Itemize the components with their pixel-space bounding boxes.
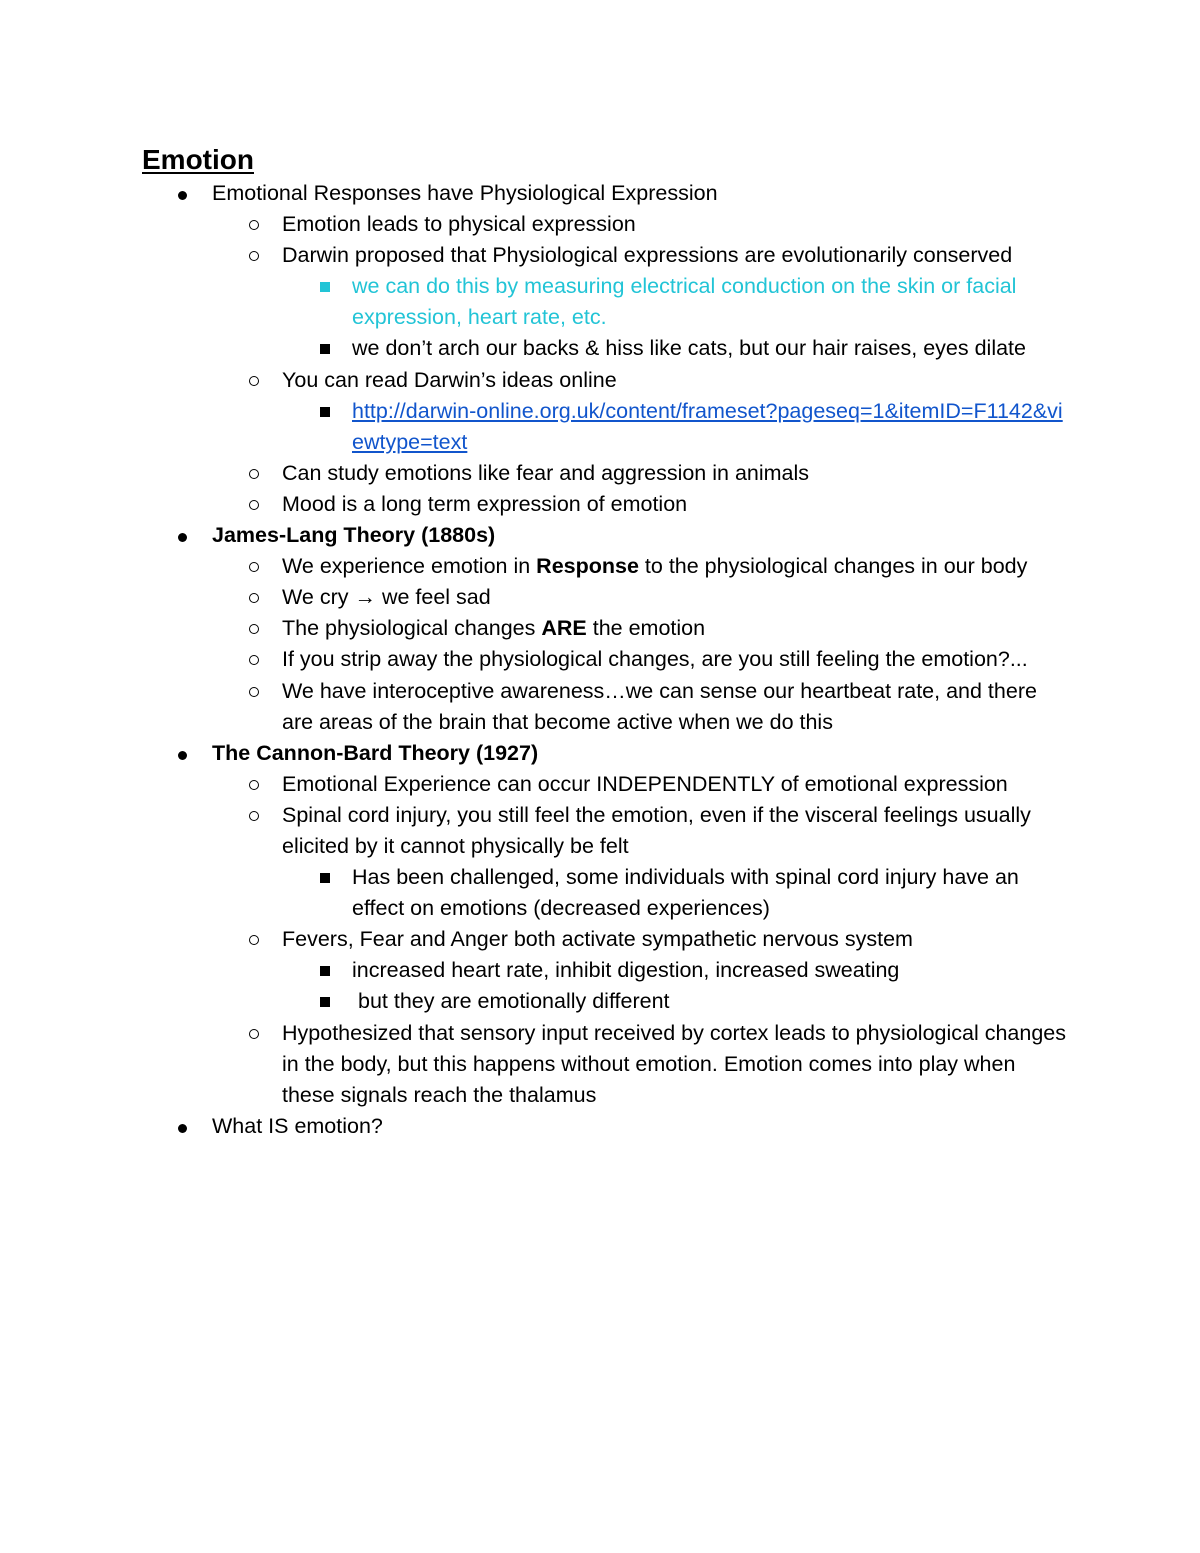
bullet-square-icon <box>320 997 330 1007</box>
bullet-disc-icon <box>178 1124 187 1133</box>
sublist <box>142 862 1072 924</box>
bullet-circle-icon <box>249 687 259 697</box>
section-heading: What IS emotion? <box>212 1113 383 1138</box>
bullet-disc-icon <box>178 751 187 760</box>
bullet-square-icon <box>320 407 330 417</box>
list-item: Has been challenged, some individuals with spinal cord injury have an effect on emotions (decreased experiences) <box>142 862 1072 924</box>
list-item: If you strip away the physiological changes, are you still feeling the emotion?... <box>142 644 1072 675</box>
list-item: Emotion leads to physical expression <box>142 209 1072 240</box>
list-item-highlighted: we can do this by measuring electrical conduction on the skin or facial expression, heart rate, etc. <box>142 271 1072 333</box>
bullet-circle-icon <box>249 935 259 945</box>
darwin-online-link[interactable]: http://darwin-online.org.uk/content/frameset?pageseq=1&itemID=F1142&viewtype=text <box>352 398 1063 454</box>
bullet-circle-icon <box>249 624 259 634</box>
bullet-circle-icon <box>249 780 259 790</box>
list-item: Can study emotions like fear and aggression in animals <box>142 458 1072 489</box>
sublist <box>142 551 1072 738</box>
list-item-james-lang <box>142 520 1072 738</box>
list-item-closing <box>142 1111 1072 1142</box>
sublist <box>142 769 1072 1111</box>
section-heading: Emotional Responses have Physiological Expression <box>212 181 718 205</box>
bullet-circle-icon <box>249 562 259 572</box>
list-item: Emotional Experience can occur INDEPENDENTLY of emotional expression <box>142 769 1072 800</box>
bullet-circle-icon <box>249 593 259 603</box>
bullet-disc-icon <box>178 533 187 542</box>
bullet-circle-icon <box>249 655 259 665</box>
bullet-circle-icon <box>249 469 259 479</box>
list-item: Spinal cord injury, you still feel the emotion, even if the visceral feelings usually elicited by it cannot physically be felt Has been challenged, some individuals with spinal cord injury have an effect on emotions (decreased experiences) <box>142 800 1072 924</box>
list-item: We cry → we feel sad <box>142 582 1072 613</box>
list-item: Fevers, Fear and Anger both activate sympathetic nervous system increased heart rate, inhibit digestion, increased sweating but they are emotionally different <box>142 924 1072 1017</box>
list-item: You can read Darwin’s ideas online http://darwin-online.org.uk/content/frameset?pageseq=1&itemID=F1142&viewtype=text <box>142 365 1072 458</box>
list-item: Darwin proposed that Physiological expressions are evolutionarily conserved we can do this by measuring electrical conduction on the skin or facial expression, heart rate, etc. we don’t arch our backs & hiss like cats, but our hair raises, eyes dilate <box>142 240 1072 364</box>
sublist <box>142 396 1072 458</box>
list-item: increased heart rate, inhibit digestion, increased sweating <box>142 955 1072 986</box>
list-item: We experience emotion in Response to the physiological changes in our body <box>142 551 1072 582</box>
list-item: We have interoceptive awareness…we can sense our heartbeat rate, and there are areas of the brain that become active when we do this <box>142 676 1072 738</box>
list-item: we don’t arch our backs & hiss like cats, but our hair raises, eyes dilate <box>142 333 1072 364</box>
bullet-square-icon <box>320 966 330 976</box>
sublist <box>142 955 1072 1017</box>
bullet-square-icon <box>320 344 330 354</box>
page-title: Emotion <box>142 144 254 175</box>
bullet-disc-icon <box>178 191 187 200</box>
bullet-square-icon <box>320 282 330 292</box>
list-item: Mood is a long term expression of emotion <box>142 489 1072 520</box>
list-item <box>142 396 1072 458</box>
bullet-circle-icon <box>249 376 259 386</box>
sublist <box>142 209 1072 520</box>
bullet-circle-icon <box>249 251 259 261</box>
section-heading: James-Lang Theory (1880s) <box>212 523 496 548</box>
bullet-circle-icon <box>249 220 259 230</box>
list-item: The physiological changes ARE the emotion <box>142 613 1072 644</box>
list-item: but they are emotionally different <box>142 986 1072 1017</box>
list-item-physiological <box>142 178 1072 520</box>
outline-list <box>142 178 1072 1142</box>
list-item: Hypothesized that sensory input received by cortex leads to physiological changes in the body, but this happens without emotion. Emotion comes into play when these signals reach the thalamus <box>142 1018 1072 1111</box>
list-item-cannon-bard <box>142 738 1072 1111</box>
bullet-circle-icon <box>249 811 259 821</box>
sublist <box>142 271 1072 364</box>
bullet-circle-icon <box>249 1029 259 1039</box>
bullet-circle-icon <box>249 500 259 510</box>
bullet-square-icon <box>320 873 330 883</box>
section-heading: The Cannon-Bard Theory (1927) <box>212 740 539 765</box>
